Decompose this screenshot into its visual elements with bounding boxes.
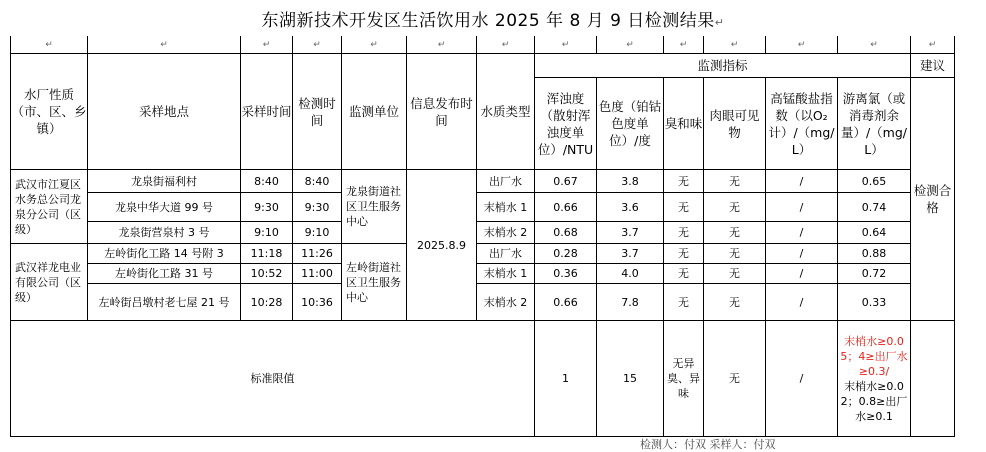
blank-cell: ↵ bbox=[342, 36, 407, 54]
plant-cell: 武汉祥龙电业有限公司（区级） bbox=[11, 244, 88, 321]
chlorine-cell: 0.72 bbox=[838, 264, 911, 284]
table-row bbox=[11, 222, 955, 244]
blank-cell: ↵ bbox=[766, 36, 838, 54]
blank-cell: ↵ bbox=[241, 36, 293, 54]
water-type-cell: 末梢水 1 bbox=[477, 264, 535, 284]
turbidity-cell: 0.36 bbox=[535, 264, 597, 284]
standard-label: 标准限值 bbox=[11, 321, 535, 437]
permanganate-cell: / bbox=[766, 264, 838, 284]
title-text: 东湖新技术开发区生活饮用水 2025 年 8 月 9 日检测结果 bbox=[261, 11, 715, 31]
header-odor: 臭和味 bbox=[664, 78, 704, 170]
sample-time-cell: 9:10 bbox=[241, 222, 293, 244]
standard-color: 15 bbox=[597, 321, 664, 437]
unit-cell: 左岭街道社区卫生服务中心 bbox=[342, 244, 407, 321]
water-type-cell: 出厂水 bbox=[477, 244, 535, 264]
odor-cell: 无 bbox=[664, 284, 704, 321]
chlorine-cell: 0.74 bbox=[838, 193, 911, 222]
sample-time-cell: 11:18 bbox=[241, 244, 293, 264]
water-type-cell: 出厂水 bbox=[477, 170, 535, 193]
turbidity-cell: 0.67 bbox=[535, 170, 597, 193]
odor-cell: 无 bbox=[664, 222, 704, 244]
standard-chlorine-2025: 末梢水≥0.05；4≥出厂水≥0.3/ bbox=[840, 334, 908, 378]
header-indicators-group: 监测指标 bbox=[535, 54, 911, 78]
permanganate-cell: / bbox=[766, 244, 838, 264]
table-row bbox=[11, 170, 955, 193]
paragraph-mark-icon: ↵ bbox=[714, 16, 725, 29]
blank-cell: ↵ bbox=[11, 36, 88, 54]
blank-cell: ↵ bbox=[293, 36, 342, 54]
chlorine-cell: 0.88 bbox=[838, 244, 911, 264]
test-time-cell: 8:40 bbox=[293, 170, 342, 193]
sample-time-cell: 10:28 bbox=[241, 284, 293, 321]
test-time-cell: 11:26 bbox=[293, 244, 342, 264]
header-test-time: 检测时间 bbox=[293, 54, 342, 170]
odor-cell: 无 bbox=[664, 264, 704, 284]
visible-cell: 无 bbox=[704, 284, 766, 321]
blank-row bbox=[11, 36, 955, 54]
odor-cell: 无 bbox=[664, 170, 704, 193]
chlorine-cell: 0.65 bbox=[838, 170, 911, 193]
sample-time-cell: 10:52 bbox=[241, 264, 293, 284]
permanganate-cell: / bbox=[766, 284, 838, 321]
footer-signers: 检测人：付双 采样人：付双 bbox=[640, 438, 776, 451]
water-type-cell: 末梢水 2 bbox=[477, 222, 535, 244]
header-plant: 水厂性质（市、区、乡镇） bbox=[11, 54, 88, 170]
location-cell: 龙泉街营泉村 3 号 bbox=[88, 222, 241, 244]
header-chlorine: 游离氯（或消毒剂余量）/（mg/L） bbox=[838, 78, 911, 170]
permanganate-cell: / bbox=[766, 193, 838, 222]
header-sample-time: 采样时间 bbox=[241, 54, 293, 170]
visible-cell: 无 bbox=[704, 222, 766, 244]
header-color: 色度（铂钴色度单位）/度 bbox=[597, 78, 664, 170]
header-location: 采样地点 bbox=[88, 54, 241, 170]
sample-time-cell: 9:30 bbox=[241, 193, 293, 222]
table-row bbox=[11, 284, 955, 321]
blank-cell: ↵ bbox=[911, 36, 955, 54]
standard-advice-blank bbox=[911, 321, 955, 437]
test-time-cell: 9:10 bbox=[293, 222, 342, 244]
test-time-cell: 11:00 bbox=[293, 264, 342, 284]
chlorine-cell: 0.64 bbox=[838, 222, 911, 244]
permanganate-cell: / bbox=[766, 222, 838, 244]
water-type-cell: 末梢水 2 bbox=[477, 284, 535, 321]
test-time-cell: 9:30 bbox=[293, 193, 342, 222]
header-water-type: 水质类型 bbox=[477, 54, 535, 170]
water-type-cell: 末梢水 1 bbox=[477, 193, 535, 222]
standard-permanganate: / bbox=[766, 321, 838, 437]
standard-chlorine-old: 末梢水≥0.02；0.8≥出厂水≥0.1 bbox=[840, 379, 908, 423]
color-cell: 3.8 bbox=[597, 170, 664, 193]
blank-cell: ↵ bbox=[838, 36, 911, 54]
turbidity-cell: 0.66 bbox=[535, 193, 597, 222]
blank-cell: ↵ bbox=[407, 36, 477, 54]
standard-chlorine bbox=[838, 321, 911, 437]
color-cell: 7.8 bbox=[597, 284, 664, 321]
visible-cell: 无 bbox=[704, 264, 766, 284]
standard-visible: 无 bbox=[704, 321, 766, 437]
blank-cell: ↵ bbox=[535, 36, 597, 54]
header-turbidity: 浑浊度（散射浑浊度单位）/NTU bbox=[535, 78, 597, 170]
standard-odor: 无异臭、异味 bbox=[664, 321, 704, 437]
odor-cell: 无 bbox=[664, 193, 704, 222]
results-table bbox=[10, 36, 955, 437]
turbidity-cell: 0.28 bbox=[535, 244, 597, 264]
header-visible: 肉眼可见物 bbox=[704, 78, 766, 170]
location-cell: 龙泉街福利村 bbox=[88, 170, 241, 193]
turbidity-cell: 0.68 bbox=[535, 222, 597, 244]
color-cell: 3.7 bbox=[597, 244, 664, 264]
page-title bbox=[0, 6, 986, 31]
visible-cell: 无 bbox=[704, 193, 766, 222]
chlorine-cell: 0.33 bbox=[838, 284, 911, 321]
table-row bbox=[11, 264, 955, 284]
blank-cell: ↵ bbox=[477, 36, 535, 54]
table-row bbox=[11, 244, 955, 264]
color-cell: 3.6 bbox=[597, 193, 664, 222]
blank-cell: ↵ bbox=[664, 36, 704, 54]
permanganate-cell: / bbox=[766, 170, 838, 193]
advice-value: 检测合格 bbox=[911, 78, 955, 321]
location-cell: 龙泉中华大道 99 号 bbox=[88, 193, 241, 222]
location-cell: 左岭街吕墩村老七屋 21 号 bbox=[88, 284, 241, 321]
standard-turbidity: 1 bbox=[535, 321, 597, 437]
publish-date-cell: 2025.8.9 bbox=[407, 170, 477, 321]
location-cell: 左岭街化工路 14 号附 3 bbox=[88, 244, 241, 264]
odor-cell: 无 bbox=[664, 244, 704, 264]
turbidity-cell: 0.66 bbox=[535, 284, 597, 321]
blank-cell: ↵ bbox=[704, 36, 766, 54]
header-publish-time: 信息发布时间 bbox=[407, 54, 477, 170]
header-permanganate: 高锰酸盐指数（以O₂计）/（mg/L） bbox=[766, 78, 838, 170]
header-advice: 建议 bbox=[911, 54, 955, 78]
header-unit: 监测单位 bbox=[342, 54, 407, 170]
table-row bbox=[11, 193, 955, 222]
color-cell: 4.0 bbox=[597, 264, 664, 284]
blank-cell: ↵ bbox=[88, 36, 241, 54]
standard-row bbox=[11, 321, 955, 437]
location-cell: 左岭街化工路 31 号 bbox=[88, 264, 241, 284]
color-cell: 3.7 bbox=[597, 222, 664, 244]
blank-cell: ↵ bbox=[597, 36, 664, 54]
test-time-cell: 10:36 bbox=[293, 284, 342, 321]
plant-cell: 武汉市江夏区水务总公司龙泉分公司（区级） bbox=[11, 170, 88, 244]
unit-cell: 龙泉街道社区卫生服务中心 bbox=[342, 170, 407, 244]
visible-cell: 无 bbox=[704, 170, 766, 193]
sample-time-cell: 8:40 bbox=[241, 170, 293, 193]
visible-cell: 无 bbox=[704, 244, 766, 264]
